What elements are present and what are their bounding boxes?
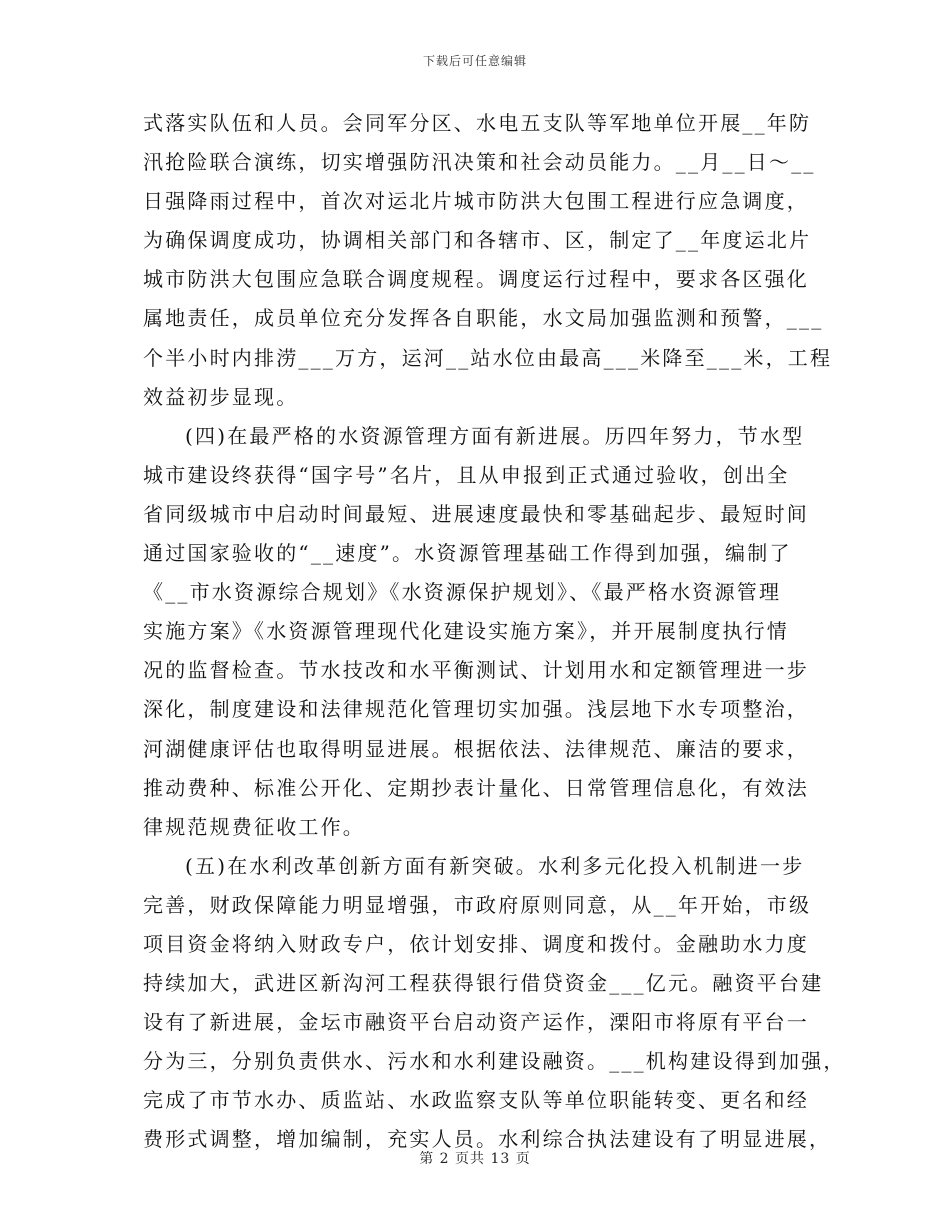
text-line: 完善，财政保障能力明显增强，市政府原则同意，从__年开始，市级 <box>143 892 812 917</box>
body-text <box>143 104 846 1160</box>
text-line: 设有了新进展，金坛市融资平台启动资产运作，溧阳市将原有平台一 <box>143 1010 809 1035</box>
paragraph-heading-5: (五)在水利改革创新方面有新突破。水利多元化投入机制进一步 <box>185 853 805 878</box>
text-line: 省同级城市中启动时间最短、进展速度最快和零基础起步、最短时间 <box>143 501 809 526</box>
text-line: 持续加大，武进区新沟河工程获得银行借贷资金___亿元。融资平台建 <box>143 971 824 996</box>
text-line: 式落实队伍和人员。会同军分区、水电五支队等军地单位开展__年防 <box>143 111 812 135</box>
text-line: 通过国家验收的“__速度”。水资源管理基础工作得到加强，编制了 <box>143 541 792 566</box>
paragraph-heading-4: (四)在最严格的水资源管理方面有新进展。历四年努力，节水型 <box>185 423 805 448</box>
text-line: 费形式调整，增加编制，充实人员。水利综合执法建设有了明显进展， <box>143 1127 832 1152</box>
text-line: 属地责任，成员单位充分发挥各自职能，水文局加强监测和预警，___ <box>143 306 824 331</box>
text-line: 个半小时内排涝___万方，运河__站水位由最高___米降至___米，工程 <box>143 345 833 370</box>
text-line: 《__市水资源综合规划》《水资源保护规划》、《最严格水资源管理 <box>143 580 782 605</box>
text-line: 汛抢险联合演练，切实增强防汛决策和社会动员能力。__月__日～__ <box>143 150 816 175</box>
text-line: 实施方案》《水资源管理现代化建设实施方案》，并开展制度执行情 <box>143 619 789 644</box>
text-line: 日强降雨过程中，首次对运北片城市防洪大包围工程进行应急调度， <box>143 189 809 214</box>
text-line: 河湖健康评估也取得明显进展。根据依法、法律规范、廉洁的要求， <box>143 736 809 761</box>
text-line: 效益初步显现。 <box>143 384 299 409</box>
text-line: 城市防洪大包围应急联合调度规程。调度运行过程中，要求各区强化 <box>143 267 809 292</box>
text-line: 况的监督检查。节水技改和水平衡测试、计划用水和定额管理进一步 <box>143 658 809 683</box>
text-line: 分为三，分别负责供水、污水和水利建设融资。___机构建设得到加强， <box>143 1049 846 1074</box>
page-footer: 第 2 页共 13 页 <box>419 1151 531 1167</box>
text-line: 推动费种、标准公开化、定期抄表计量化、日常管理信息化，有效法 <box>143 775 809 800</box>
page-header: 下载后可任意编辑 <box>422 54 527 68</box>
text-line: 深化，制度建设和法律规范化管理切实加强。浅层地下水专项整治， <box>143 697 809 722</box>
text-line: 城市建设终获得“国字号”名片，且从申报到正式通过验收，创出全 <box>143 462 790 487</box>
text-line: 项目资金将纳入财政专户，依计划安排、调度和拨付。金融助水力度 <box>143 931 809 956</box>
text-line: 完成了市节水办、质监站、水政监察支队等单位职能转变、更名和经 <box>143 1088 809 1113</box>
text-line: 律规范规费征收工作。 <box>143 814 365 839</box>
text-line: 为确保调度成功，协调相关部门和各辖市、区，制定了__年度运北片 <box>143 228 812 253</box>
